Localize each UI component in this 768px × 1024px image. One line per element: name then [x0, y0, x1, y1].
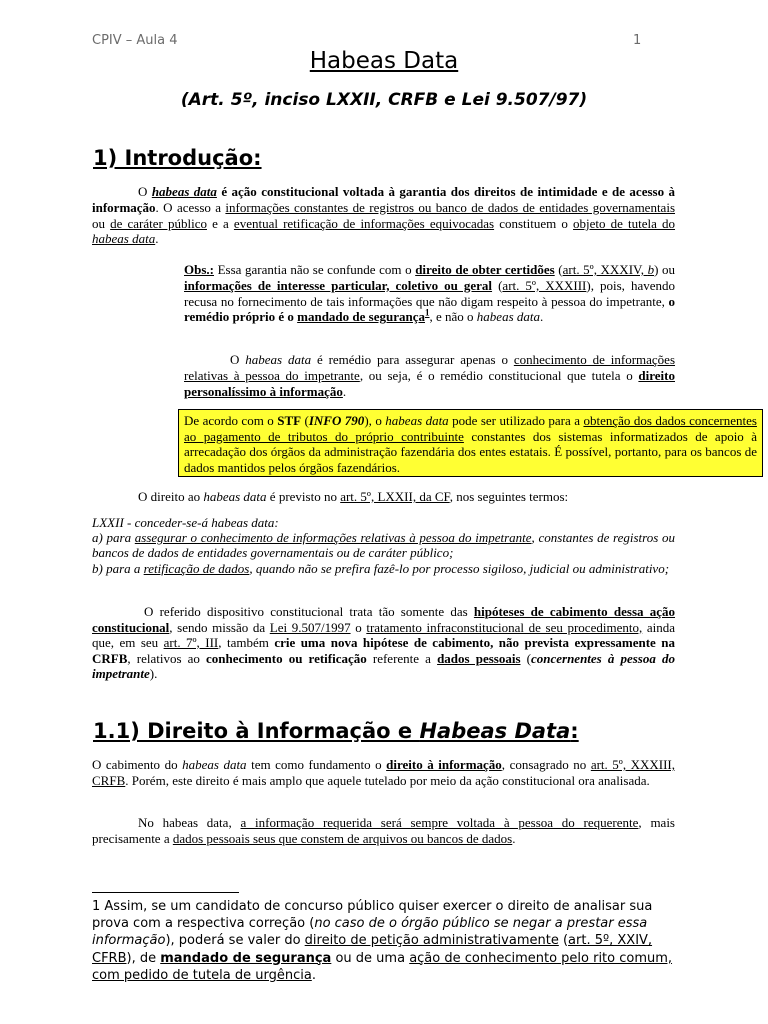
running-header: CPIV – Aula 4 — [92, 33, 178, 48]
observation-paragraph: Obs.: Essa garantia não se confunde com o direito de obter certidões (art. 5º, XXXIV, b) ou informações de interesse particular, coletivo ou geral (art. 5º, XXXIII), pois, havendo recusa no fornecimento de tais informações que não digam respeito à pessoa do impetrante, o remédio próprio é o mandado de segurança$^1$, e não o habeas data. — [184, 262, 675, 325]
section-heading-direito-informacao: 1.1) Direito à Informação e Habeas Data: — [93, 719, 579, 743]
footnote-separator — [92, 892, 239, 893]
footnote-reference: 1 — [425, 308, 430, 319]
quote-item-b: b) para a retificação de dados, quando não se prefira fazê-lo por processo sigiloso, judicial ou administrativo; — [92, 560, 670, 576]
document-title: Habeas Data — [309, 48, 459, 74]
quote-line-lxxii: LXXII - conceder-se-á habeas data: — [92, 515, 279, 530]
constitutional-quote — [92, 515, 675, 576]
footnote: 1 Assim, se um candidato de concurso público quiser exercer o direito de analisar sua prova com a respectiva correção (no caso de o órgão público se negar a prestar essa informação), poderá se valer do direito de petição administrativamente (art. 5º, XXIV, CFRB), de mandado de segurança ou de uma ação de conhecimento pelo rito comum, com pedido de tutela de urgência. — [92, 899, 673, 983]
legal-basis-paragraph: O direito ao habeas data é previsto no art. 5º, LXXII, da CF, nos seguintes termos: — [138, 489, 569, 504]
procedure-paragraph: O referido dispositivo constitucional trata tão somente das hipóteses de cabimento dessa ação constitucional, sendo missão da Lei 9.507/1997 o tratamento infraconstitucional de seu procedimento, ainda que, em seu art. 7º, III, também crie uma nova hipótese de cabimento, não prevista expressamente na CRFB, relativos ao conhecimento ou retificação referente a dados pessoais (concernentes à pessoa do impetrante). — [92, 604, 676, 682]
stf-highlight-box: De acordo com o STF (INFO 790), o habeas data pode ser utilizado para a obtenção dos dados concernentes ao pagamento de tributos do próprio contribuinte constantes dos sistemas informatizados de apoio à arrecadação dos órgãos da administração fazendária dos entes estatais. É possível, portanto, para os bancos de dados mantidos pelos órgãos fazendários. — [178, 409, 763, 477]
intro-paragraph: O habeas data é ação constitucional voltada à garantia dos direitos de intimidade e de acesso à informação. O acesso a informações constantes de registros ou banco de dados de entidades governamentais ou de caráter público e a eventual retificação de informações equivocadas constituem o objeto de tutela do habeas data. — [92, 184, 676, 247]
page-number: 1 — [633, 33, 642, 48]
personal-data-paragraph: No habeas data, a informação requerida será sempre voltada à pessoa do requerente, mais precisamente a dados pessoais seus que constem de arquivos ou bancos de dados. — [92, 815, 675, 846]
quote-item-a: a) para assegurar o conhecimento de informações relativas à pessoa do impetrante, constantes de registros ou bancos de dados de entidades governamentais ou de caráter público; — [92, 530, 676, 561]
section-heading-introducao: 1) Introdução: — [93, 146, 262, 170]
right-to-information-paragraph: O cabimento do habeas data tem como fundamento o direito à informação, consagrado no art. 5º, XXXIII, CRFB. Porém, este direito é mais amplo que aquele tutelado por meio da ação constitucional ora analisada. — [92, 757, 675, 788]
document-subtitle: (Art. 5º, inciso LXXII, CRFB e Lei 9.507/97) — [180, 90, 588, 110]
observation-paragraph-2: O habeas data é remédio para assegurar apenas o conhecimento de informações relativas à pessoa do impetrante, ou seja, é o remédio constitucional que tutela o direito personalíssimo à informação. — [184, 352, 676, 399]
